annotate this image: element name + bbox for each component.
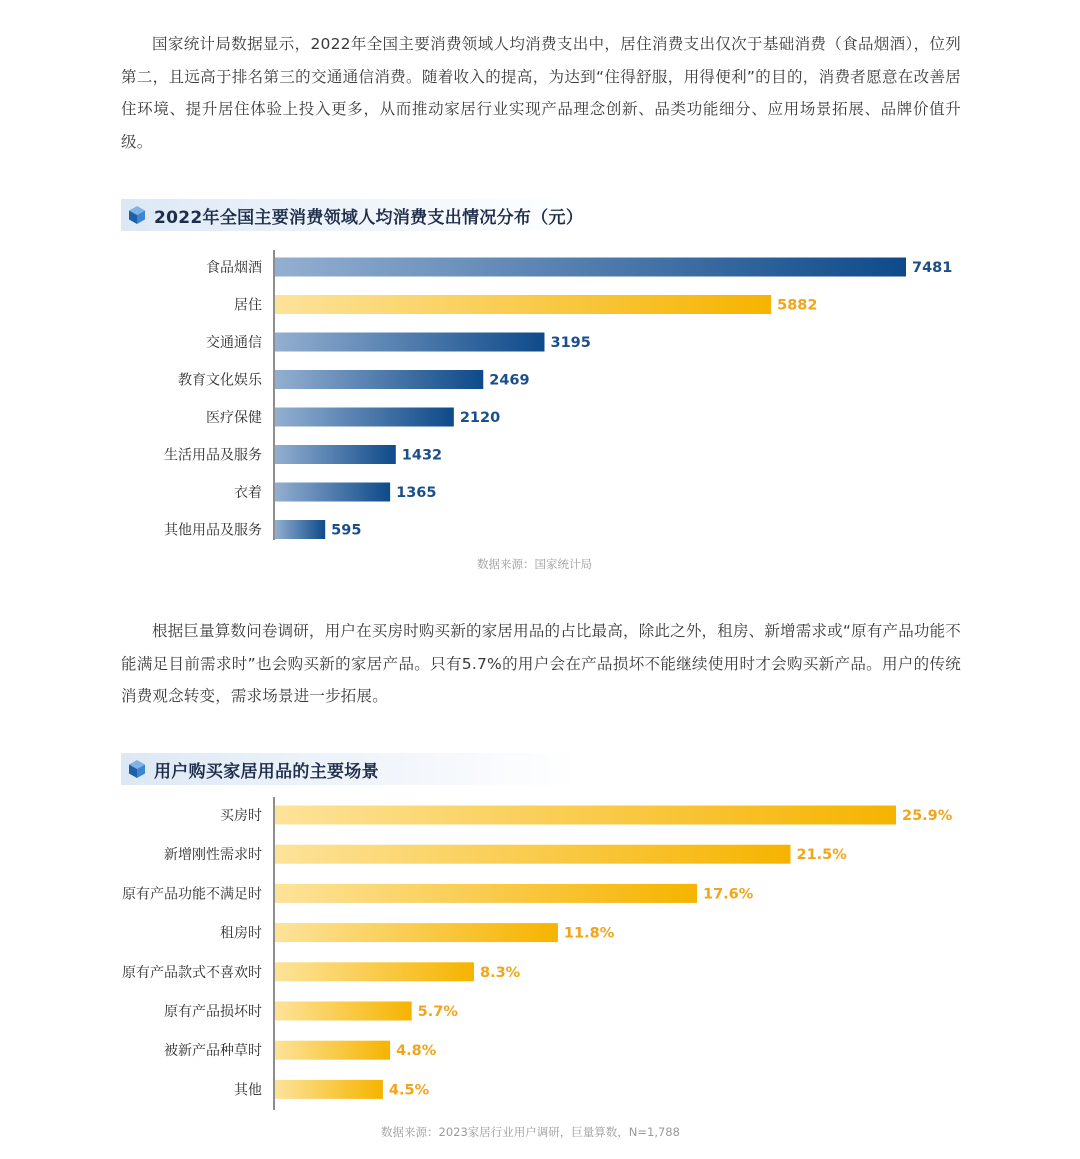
category-label: 买房时 [220, 808, 262, 824]
chart1-title: 2022年全国主要消费领域人均消费支出情况分布（元） [154, 208, 584, 228]
category-label: 原有产品功能不满足时 [122, 886, 262, 903]
category-label: 衣着 [234, 485, 262, 501]
category-label: 医疗保健 [206, 410, 262, 426]
value-label: 595 [331, 522, 362, 539]
value-label: 1365 [396, 485, 437, 501]
bar-6 [275, 1002, 412, 1021]
bar-1 [275, 806, 896, 825]
bar-4 [275, 923, 558, 942]
value-label: 25.9% [902, 808, 953, 824]
category-label: 生活用品及服务 [164, 447, 262, 464]
value-label: 7481 [912, 260, 953, 276]
category-label: 教育文化娱乐 [178, 372, 262, 389]
category-label: 其他 [234, 1082, 262, 1099]
value-label: 2469 [489, 372, 530, 389]
value-label: 5882 [777, 297, 818, 314]
chart2-source: 数据来源：2023家居行业用户调研，巨量算数，N=1,788 [381, 1125, 680, 1139]
category-label: 其他用品及服务 [164, 522, 262, 539]
value-label: 4.5% [388, 1082, 430, 1099]
value-label: 3195 [550, 335, 591, 351]
value-label: 21.5% [796, 847, 847, 864]
bar-7 [275, 1041, 390, 1060]
bar-2 [275, 845, 791, 864]
value-label: 4.8% [396, 1043, 437, 1060]
value-label: 8.3% [480, 964, 521, 981]
value-label: 2120 [459, 410, 501, 426]
value-label: 11.8% [563, 925, 615, 942]
bar-8 [275, 1080, 383, 1099]
value-label: 17.6% [702, 886, 754, 903]
category-label: 原有产品损坏时 [164, 1004, 262, 1020]
category-label: 原有产品款式不喜欢时 [122, 964, 262, 981]
second-paragraph: 根据巨量算数问卷调研，用户在买房时购买新的家居用品的占比最高，除此之外，租房、新增需求或“原有产品功能不能满足目前需求时”也会购买新的家居产品。只有5.7%的用户会在产品损坏不能继续使用时才会购买新产品。用户的传统消费观念转变，需求场景进一步拓展。 [121, 622, 961, 705]
category-label: 租房时 [220, 925, 262, 942]
bar-3 [275, 884, 697, 903]
category-label: 居住 [234, 297, 262, 314]
bar-5 [275, 962, 474, 981]
intro-paragraph: 国家统计局数据显示，2022年全国主要消费领域人均消费支出中，居住消费支出仅次于基础消费（食品烟酒），位列第二，且远高于排名第三的交通通信消费。随着收入的提高，为达到“住得舒服，用得便利”的目的，消费者愿意在改善居住环境、提升居住体验上投入更多，从而推动家居行业实现产品理念创新、品类功能细分、应用场景拓展、品牌价值升级。 [121, 35, 961, 151]
chart2-title: 用户购买家居用品的主要场景 [154, 762, 379, 782]
value-label: 1432 [401, 447, 443, 464]
category-label: 被新产品种草时 [164, 1043, 262, 1060]
value-label: 5.7% [417, 1004, 458, 1020]
category-label: 新增刚性需求时 [164, 847, 262, 864]
category-label: 交通通信 [206, 335, 262, 351]
chart1-source: 数据来源：国家统计局 [477, 557, 592, 571]
category-label: 食品烟酒 [206, 260, 262, 276]
